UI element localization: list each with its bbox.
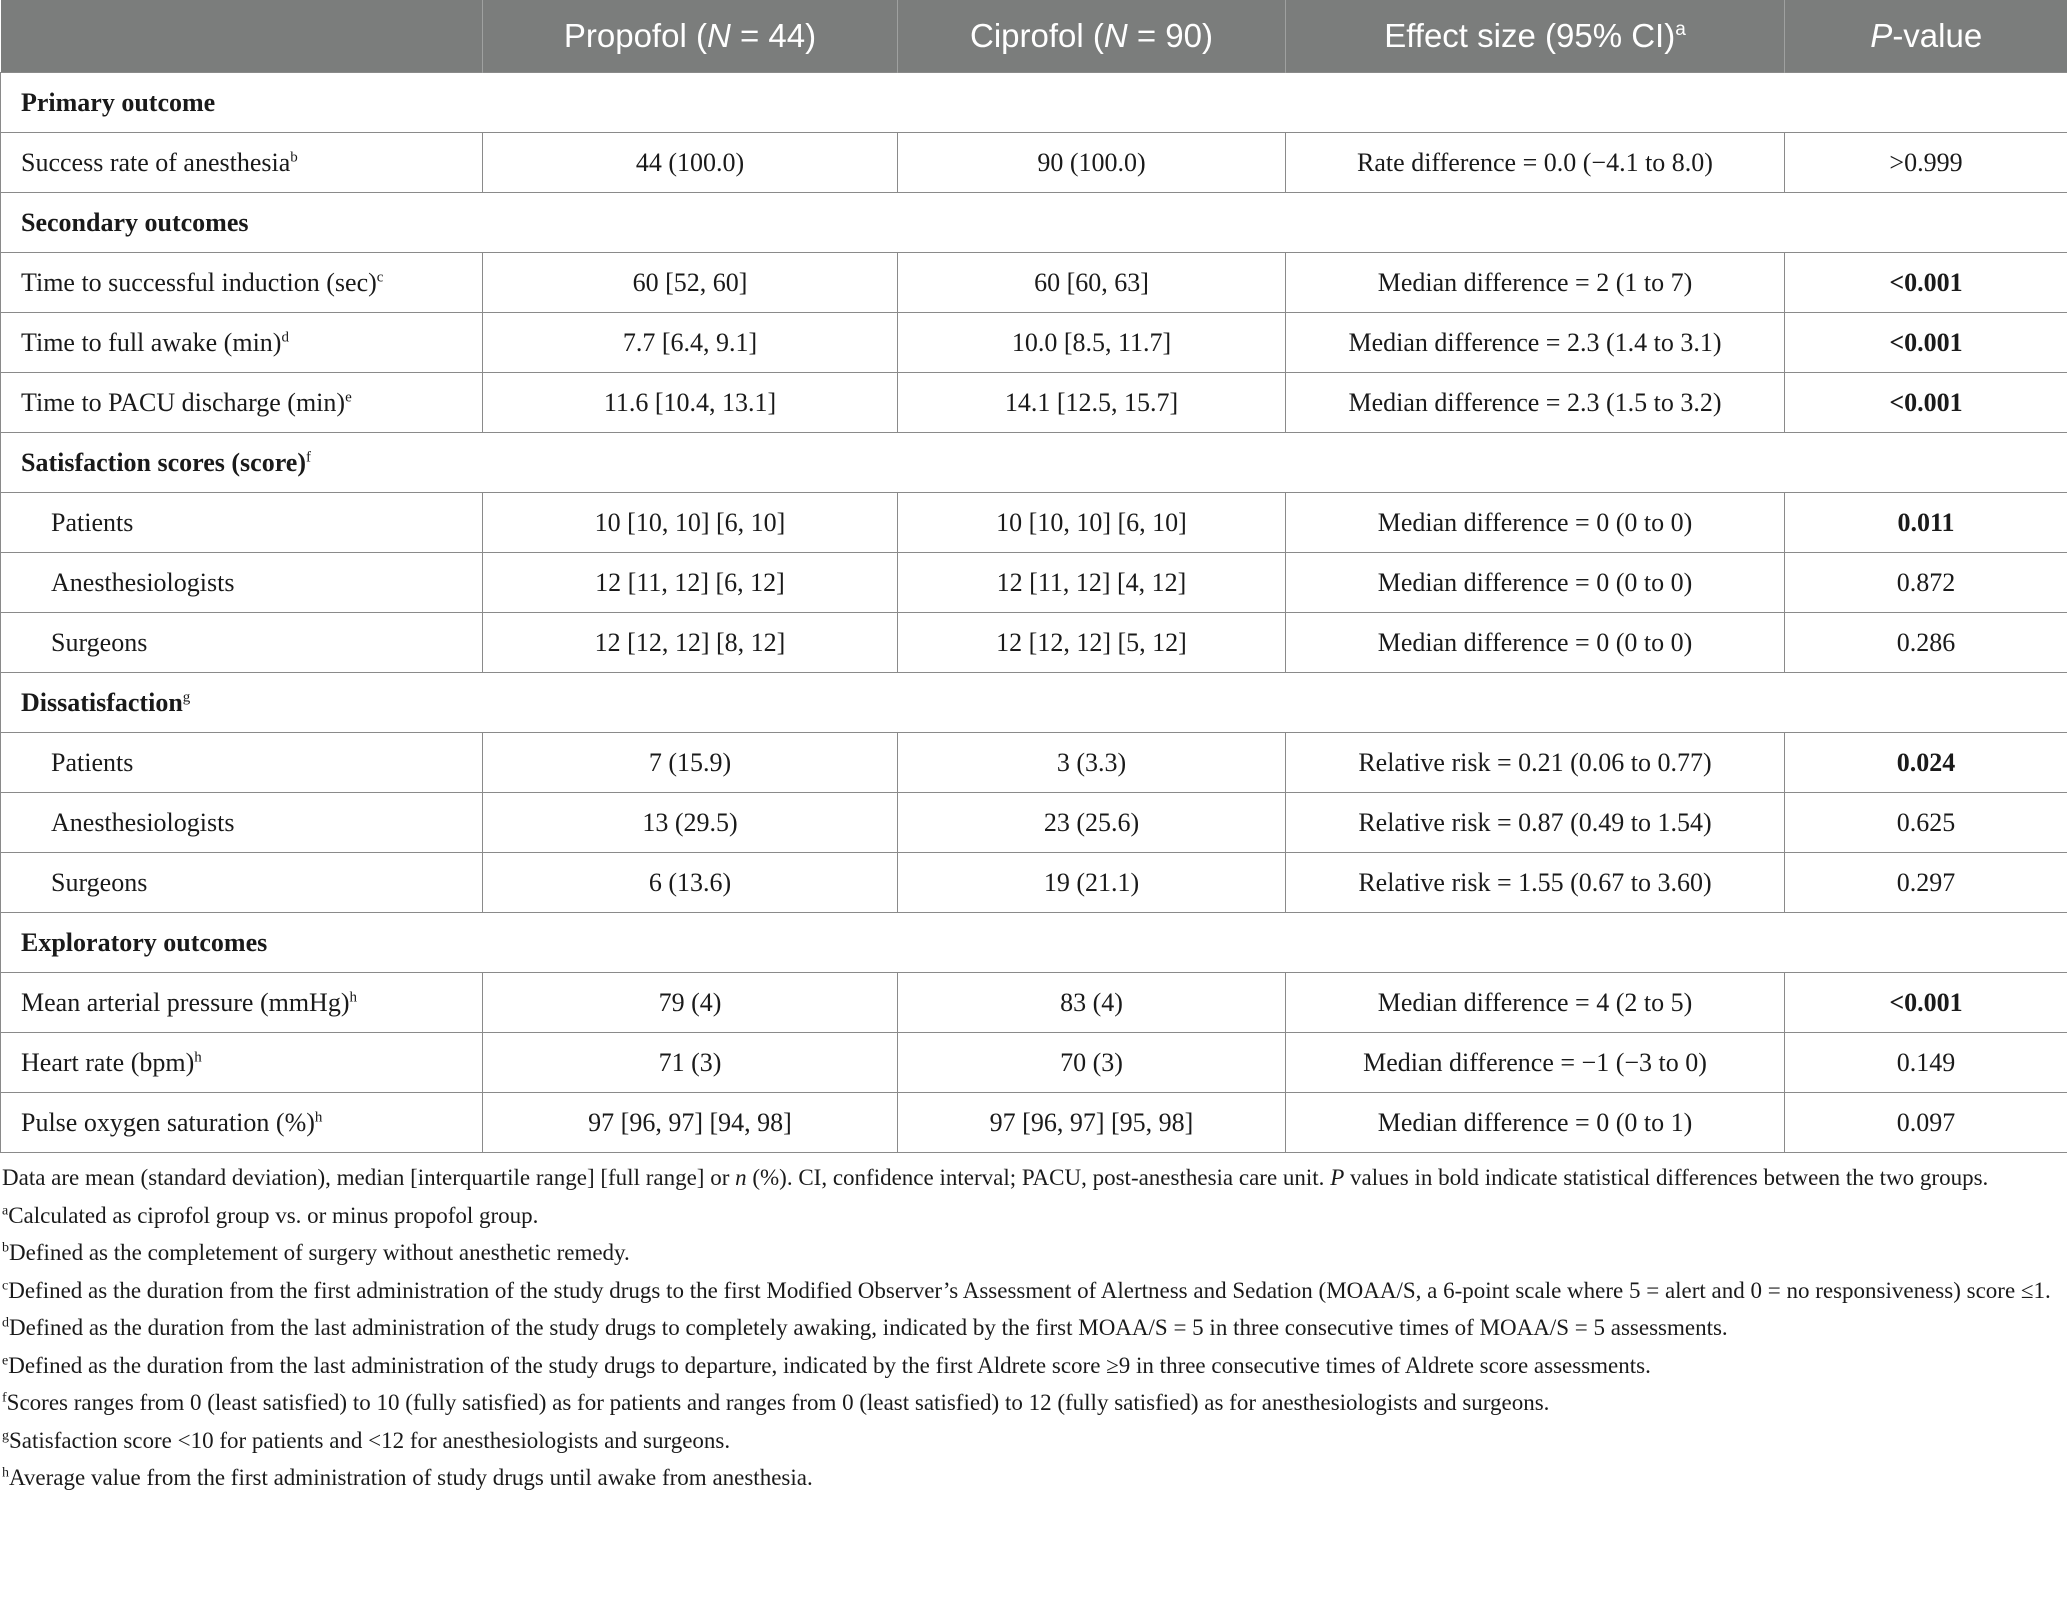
cell-effect-size: Median difference = 2.3 (1.5 to 3.2): [1286, 373, 1785, 433]
footnote-c: $^c$Defined as the duration from the first administration of the study drugs to the first Modified Observer’s Assessment of Alertness and Sedation (MOAA/S, a 6-point scale where 5 = alert and 0 = no responsiveness) score ≤1.: [2, 1277, 2051, 1303]
cell-ciprofol: 97 [96, 97] [95, 98]: [898, 1093, 1286, 1153]
header-row: [1, 0, 2067, 73]
header-label-column: [1, 0, 483, 73]
cell-propofol: 60 [52, 60]: [483, 253, 898, 313]
table-row: [1, 853, 2067, 913]
table-footnotes: [0, 1153, 2057, 1497]
cell-p-value: 0.149: [1785, 1033, 2067, 1093]
section-title: Exploratory outcomes: [1, 913, 2067, 973]
cell-p-value: <0.001: [1785, 373, 2067, 433]
footnote-b: $^b$Defined as the completement of surgery without anesthetic remedy.: [2, 1240, 630, 1265]
header-ciprofol: Ciprofol (N = 90): [898, 0, 1286, 73]
footnote-a: $^a$Calculated as ciprofol group vs. or minus propofol group.: [2, 1202, 539, 1228]
cell-ciprofol: 10 [10, 10] [6, 10]: [898, 493, 1286, 553]
cell-ciprofol: 19 (21.1): [898, 853, 1286, 913]
row-label: Heart rate (bpm)$^h$: [1, 1033, 483, 1093]
cell-p-value: 0.024: [1785, 733, 2067, 793]
cell-ciprofol: 70 (3): [898, 1033, 1286, 1093]
section-row-exploratory: [1, 913, 2067, 973]
cell-p-value: 0.872: [1785, 553, 2067, 613]
cell-propofol: 12 [11, 12] [6, 12]: [483, 553, 898, 613]
footnote-main: Data are mean (standard deviation), median [interquartile range] [full range] or n (%). CI, confidence interval; PACU, post-anesthesia care unit. P values in bold indicate statistical differences between the two groups.: [2, 1165, 1989, 1190]
cell-propofol: 97 [96, 97] [94, 98]: [483, 1093, 898, 1153]
table-header: [1, 0, 2067, 73]
section-title: Dissatisfaction$^g$: [1, 673, 2067, 733]
cell-effect-size: Median difference = 2 (1 to 7): [1286, 253, 1785, 313]
cell-propofol: 44 (100.0): [483, 133, 898, 193]
cell-p-value: 0.625: [1785, 793, 2067, 853]
section-row-secondary: [1, 193, 2067, 253]
table-row: [1, 553, 2067, 613]
row-label: Surgeons: [1, 613, 483, 673]
cell-propofol: 11.6 [10.4, 13.1]: [483, 373, 898, 433]
table-row: [1, 373, 2067, 433]
cell-effect-size: Median difference = 2.3 (1.4 to 3.1): [1286, 313, 1785, 373]
cell-p-value: >0.999: [1785, 133, 2067, 193]
table-body: [1, 73, 2067, 1153]
table-row: [1, 973, 2067, 1033]
cell-propofol: 10 [10, 10] [6, 10]: [483, 493, 898, 553]
cell-effect-size: Relative risk = 1.55 (0.67 to 3.60): [1286, 853, 1785, 913]
table-row: [1, 313, 2067, 373]
table-row: [1, 253, 2067, 313]
section-row-primary: [1, 73, 2067, 133]
cell-effect-size: Relative risk = 0.21 (0.06 to 0.77): [1286, 733, 1785, 793]
cell-ciprofol: 10.0 [8.5, 11.7]: [898, 313, 1286, 373]
row-label: Pulse oxygen saturation (%)$^h$: [1, 1093, 483, 1153]
row-label: Time to full awake $(\min)^d$: [1, 313, 483, 373]
cell-propofol: 6 (13.6): [483, 853, 898, 913]
cell-effect-size: Median difference = 0 (0 to 0): [1286, 613, 1785, 673]
table-row: [1, 733, 2067, 793]
cell-p-value: 0.011: [1785, 493, 2067, 553]
cell-ciprofol: 12 [11, 12] [4, 12]: [898, 553, 1286, 613]
header-effect-size: Effect size (95% CI)$^a$: [1286, 0, 1785, 73]
cell-effect-size: Median difference = −1 (−3 to 0): [1286, 1033, 1785, 1093]
section-row-dissatisfaction: [1, 673, 2067, 733]
section-title: Secondary outcomes: [1, 193, 2067, 253]
row-label: Anesthesiologists: [1, 793, 483, 853]
row-label: Surgeons: [1, 853, 483, 913]
table-row: [1, 1093, 2067, 1153]
cell-propofol: 7.7 [6.4, 9.1]: [483, 313, 898, 373]
table-row: [1, 493, 2067, 553]
footnote-e: $^e$Defined as the duration from the last administration of the study drugs to departure, indicated by the first Aldrete score ≥9 in three consecutive times of Aldrete score assessments.: [2, 1352, 1651, 1378]
row-label: Patients: [1, 493, 483, 553]
cell-p-value: <0.001: [1785, 253, 2067, 313]
cell-ciprofol: 23 (25.6): [898, 793, 1286, 853]
section-row-satisfaction: [1, 433, 2067, 493]
cell-effect-size: Relative risk = 0.87 (0.49 to 1.54): [1286, 793, 1785, 853]
row-label: Patients: [1, 733, 483, 793]
cell-effect-size: Median difference = 0 (0 to 1): [1286, 1093, 1785, 1153]
cell-ciprofol: 3 (3.3): [898, 733, 1286, 793]
header-propofol: Propofol (N = 44): [483, 0, 898, 73]
footnote-marker: a: [1675, 19, 1686, 40]
footnote-f: $^f$Scores ranges from 0 (least satisfied) to 10 (fully satisfied) as for patients and ranges from 0 (least satisfied) to 12 (fully satisfied) as for anesthesiologists and surgeons.: [2, 1390, 1550, 1415]
cell-ciprofol: 60 [60, 63]: [898, 253, 1286, 313]
footnote-g: $^g$Satisfaction score <10 for patients and <12 for anesthesiologists and surgeons.: [2, 1427, 731, 1453]
cell-effect-size: Median difference = 4 (2 to 5): [1286, 973, 1785, 1033]
cell-ciprofol: 14.1 [12.5, 15.7]: [898, 373, 1286, 433]
cell-propofol: 13 (29.5): [483, 793, 898, 853]
footnote-d: $^d$Defined as the duration from the last administration of the study drugs to completely awaking, indicated by the first MOAA/S = 5 in three consecutive times of MOAA/S = 5 assessments.: [2, 1315, 1728, 1340]
section-title: Primary outcome: [1, 73, 2067, 133]
table-row: [1, 793, 2067, 853]
cell-effect-size: Median difference = 0 (0 to 0): [1286, 553, 1785, 613]
cell-effect-size: Rate difference = 0.0 (−4.1 to 8.0): [1286, 133, 1785, 193]
cell-effect-size: Median difference = 0 (0 to 0): [1286, 493, 1785, 553]
footnote-h: $^h$Average value from the first administration of study drugs until awake from anesthesia.: [2, 1465, 813, 1490]
cell-propofol: 71 (3): [483, 1033, 898, 1093]
cell-propofol: 79 (4): [483, 973, 898, 1033]
cell-propofol: 7 (15.9): [483, 733, 898, 793]
row-label: Anesthesiologists: [1, 553, 483, 613]
cell-p-value: <0.001: [1785, 313, 2067, 373]
table-row: [1, 613, 2067, 673]
cell-p-value: 0.097: [1785, 1093, 2067, 1153]
table-row: [1, 133, 2067, 193]
row-label: Time to successful induction $(\sec)^c$: [1, 253, 483, 313]
cell-p-value: 0.297: [1785, 853, 2067, 913]
row-label: Time to PACU discharge $(\min)^e$: [1, 373, 483, 433]
cell-ciprofol: 90 (100.0): [898, 133, 1286, 193]
row-label: Mean arterial pressure (mmHg)$^h$: [1, 973, 483, 1033]
cell-propofol: 12 [12, 12] [8, 12]: [483, 613, 898, 673]
cell-p-value: 0.286: [1785, 613, 2067, 673]
header-p-value: P-value: [1785, 0, 2067, 73]
row-label: Success rate of anesthesia$^b$: [1, 133, 483, 193]
table-row: [1, 1033, 2067, 1093]
section-title: Satisfaction scores (score)$^f$: [1, 433, 2067, 493]
cell-ciprofol: 83 (4): [898, 973, 1286, 1033]
cell-ciprofol: 12 [12, 12] [5, 12]: [898, 613, 1286, 673]
cell-p-value: <0.001: [1785, 973, 2067, 1033]
